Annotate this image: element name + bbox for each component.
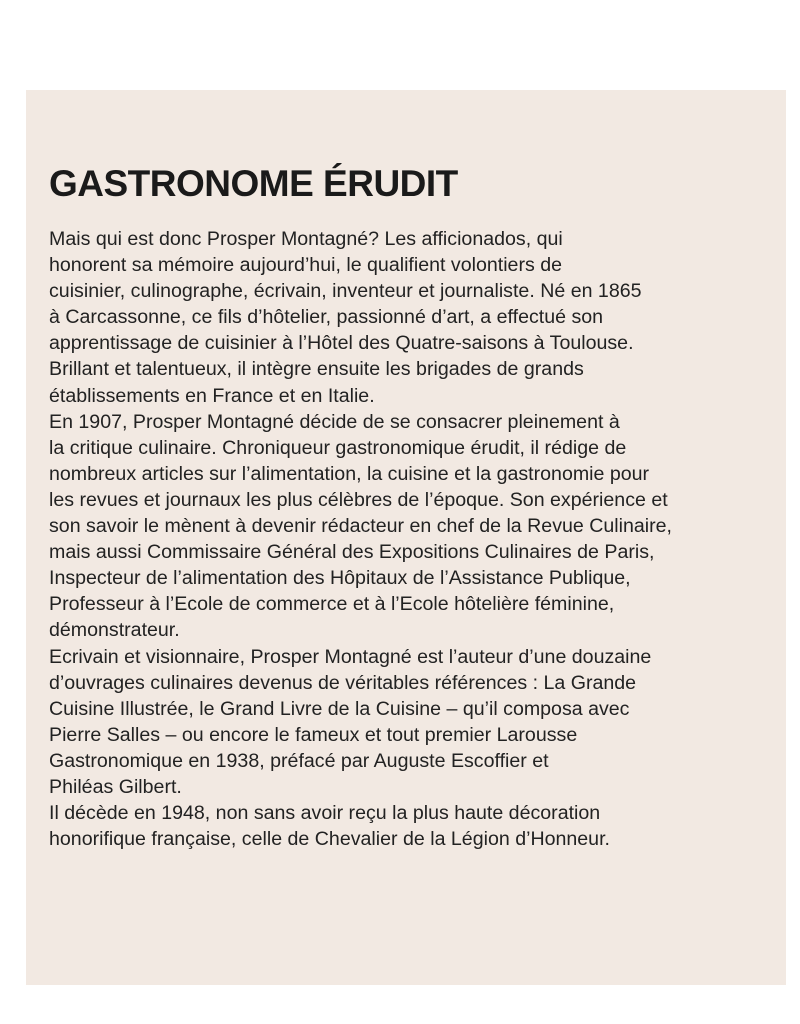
body-line: Il décède en 1948, non sans avoir reçu la plus haute décoration <box>49 802 601 825</box>
body-line: Brillant et talentueux, il intègre ensuite les brigades de grands <box>49 358 584 381</box>
body-line: la critique culinaire. Chroniqueur gastronomique érudit, il rédige de <box>49 436 627 459</box>
quote-mark-icon: ““ <box>44 0 227 218</box>
body-line: son savoir le mènent à devenir rédacteur en chef de la Revue Culinaire, <box>49 515 673 538</box>
body-line: Cuisine Illustrée, le Grand Livre de la Cuisine – qu’il composa avec <box>49 697 630 720</box>
body-line: Philéas Gilbert. <box>49 775 182 798</box>
body-line: démonstrateur. <box>49 619 180 642</box>
body-line: les revues et journaux les plus célèbres de l’époque. Son expérience et <box>49 488 668 511</box>
body-line: Professeur à l’Ecole de commerce et à l’Ecole hôtelière féminine, <box>49 593 615 616</box>
body-line: d’ouvrages culinaires devenus de véritables références : La Grande <box>49 671 637 694</box>
body-line: honorent sa mémoire aujourd’hui, le qualifient volontiers de <box>49 254 563 277</box>
body-line: Ecrivain et visionnaire, Prosper Montagné est l’auteur d’une douzaine <box>49 645 652 668</box>
body-line: nombreux articles sur l’alimentation, la cuisine et la gastronomie pour <box>49 462 650 485</box>
body-line: Mais qui est donc Prosper Montagné? Les afficionados, qui <box>49 228 563 250</box>
body-line: Pierre Salles – ou encore le fameux et tout premier Larousse <box>49 723 578 746</box>
body-line: Inspecteur de l’alimentation des Hôpitaux de l’Assistance Publique, <box>49 567 631 590</box>
article-body <box>49 226 779 852</box>
body-line: mais aussi Commissaire Général des Expositions Culinaires de Paris, <box>49 541 655 564</box>
body-line: En 1907, Prosper Montagné décide de se consacrer pleinement à <box>49 410 620 433</box>
body-line: apprentissage de cuisinier à l’Hôtel des Quatre-saisons à Toulouse. <box>49 332 634 355</box>
body-line: Gastronomique en 1938, préfacé par Auguste Escoffier et <box>49 749 549 772</box>
body-line: à Carcassonne, ce fils d’hôtelier, passionné d’art, a effectué son <box>49 306 604 329</box>
body-line: établissements en France et en Italie. <box>49 384 375 407</box>
article-title: GASTRONOME ÉRUDIT <box>49 163 458 204</box>
body-line: cuisinier, culinographe, écrivain, inventeur et journaliste. Né en 1865 <box>49 280 642 303</box>
body-line: honorifique française, celle de Chevalier de la Légion d’Honneur. <box>49 828 610 851</box>
